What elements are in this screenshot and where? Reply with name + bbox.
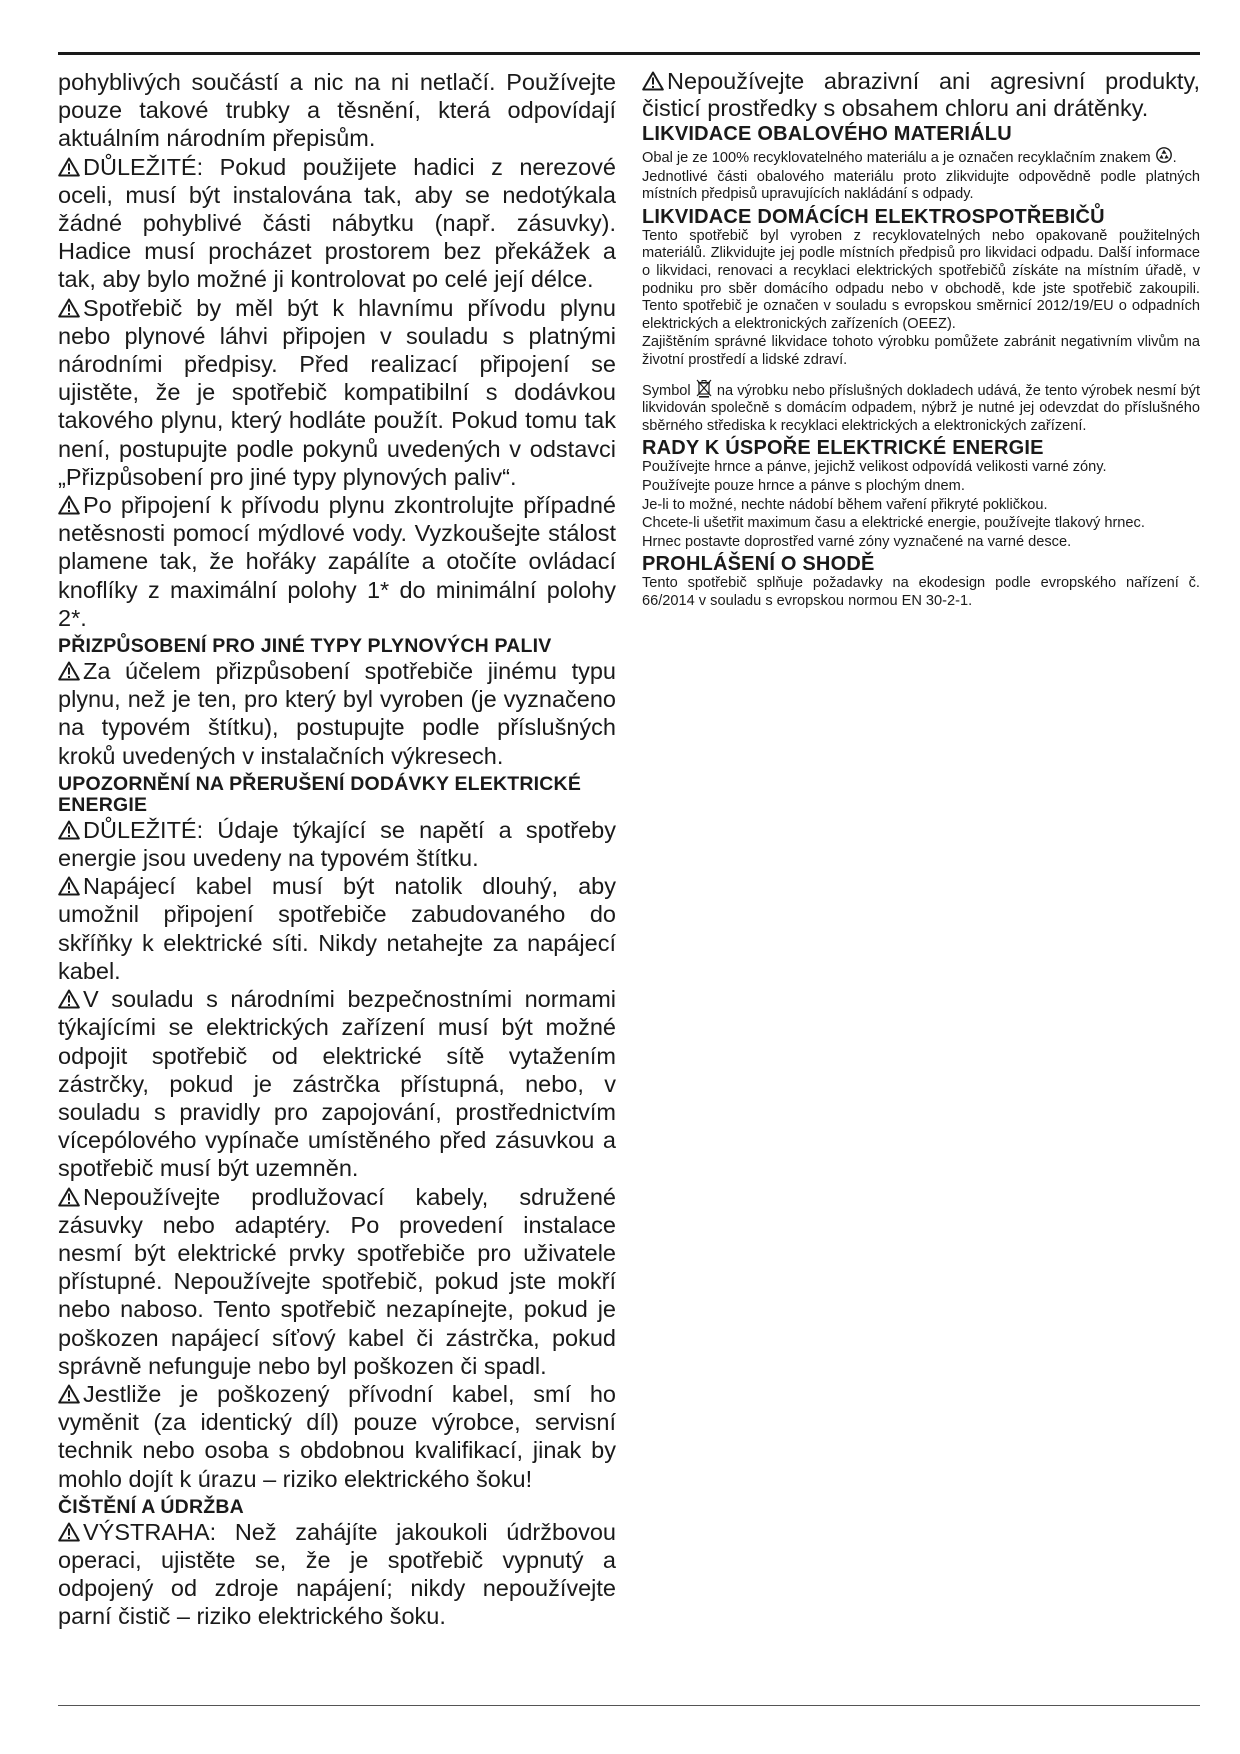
paragraph: Zajištěním správné likvidace tohoto výrobku pomůžete zabránit negativním vlivům na životní prostředí a lidské zdraví. [642,334,1200,368]
paragraph: DŮLEŽITÉ: Pokud použijete hadici z nerezové oceli, musí být instalována tak, aby se nedotýkala žádné pohyblivé části nábytku (např. zásuvky). Hadice musí procházet prostorem bez překážek a tak, aby bylo možné ji kontrolovat po celé její délce. [58,153,616,293]
section-heading: RADY K ÚSPOŘE ELEKTRICKÉ ENERGIE [642,437,1044,460]
paragraph: Jednotlivé části obalového materiálu proto zlikvidujte odpovědně podle platných místních předpisů upravujících nakládání s odpady. [642,168,1200,203]
paragraph: Tento spotřebič splňuje požadavky na ekodesign podle evropského nařízení č. 66/2014 v souladu s evropskou normou EN 30-2-1. [642,575,1200,609]
warning-icon [58,157,80,177]
section-heading: PŘIZPŮSOBENÍ PRO JINÉ TYPY PLYNOVÝCH PALIV [58,635,552,658]
paragraph: pohyblivých součástí a nic na ni netlačí. Používejte pouze takové trubky a těsnění, která odpovídají aktuálním národním přepisům. [58,69,616,152]
paragraph: Napájecí kabel musí být natolik dlouhý, aby umožnil připojení spotřebiče zabudovaného do skříňky k elektrické síti. Nikdy netahejte za napájecí kabel. [58,873,616,984]
paragraph: Spotřebič by měl být k hlavnímu přívodu plynu nebo plynové láhvi připojen v souladu s platnými národními předpisy. Před realizací připojení se ujistěte, že je spotřebič kompatibilní s dodávkou takového plynu, který hodláte použít. Pokud tomu tak není, postupujte podle pokynů uvedených v odstavci „Přizpůsobení pro jiné typy plynových paliv“. [58,294,616,490]
warning-icon [58,661,80,681]
paragraph: Je-li to možné, nechte nádobí během vaření přikryté pokličkou. [642,496,1048,513]
bottom-rule [58,1705,1200,1706]
section-heading: UPOZORNĚNÍ NA PŘERUŠENÍ DODÁVKY ELEKTRICKÉ ENERGIE [58,772,582,816]
warning-icon [58,1187,80,1207]
warning-icon [58,1522,80,1542]
right-column [642,68,1200,610]
section-heading: LIKVIDACE OBALOVÉHO MATERIÁLU [642,123,1012,145]
warning-icon [58,989,80,1009]
warning-icon [642,71,664,91]
warning-icon [58,1384,80,1404]
paragraph: Chcete-li ušetřit maximum času a elektrické energie, používejte tlakový hrnec. [642,515,1145,532]
section-heading: ČIŠTĚNÍ A ÚDRŽBA [58,1495,244,1518]
paragraph: VÝSTRAHA: Než zahájíte jakoukoli údržbovou operaci, ujistěte se, že je spotřebič vypnutý a odpojený od zdroje napájení; nikdy nepoužívejte parní čistič – riziko elektrického šoku. [58,1518,616,1630]
paragraph: Nepoužívejte abrazivní ani agresivní produkty, čisticí prostředky s obsahem chloru ani drátěnky. [642,68,1200,121]
paragraph: Používejte pouze hrnce a pánve s plochým dnem. [642,477,965,494]
left-column [58,68,616,1631]
paragraph: Tento spotřebič byl vyroben z recyklovatelných nebo opakovaně použitelných materiálů. Zlikvidujte jej podle místních předpisů pro likvidaci odpadu. Další informace o likvidaci, renovaci a recyklaci elektrických spotřebičů získáte na místním úřadě, v podniku pro sběr domácího odpadu nebo v obchodě, kde jste spotřebič zakoupili. Tento spotřebič je označen v souladu s evropskou směrnicí 2012/19/EU o odpadních elektrických a elektronických zařízeních (OEEZ). [642,227,1200,332]
paragraph: Hrnec postavte doprostřed varné zóny vyznačené na varné desce. [642,533,1072,550]
warning-icon [58,876,80,896]
crossed-bin-icon [695,378,713,398]
paragraph: Jestliže je poškozený přívodní kabel, smí ho vyměnit (za identický díl) pouze výrobce, servisní technik nebo osoba s obdobnou kvalifikací, jinak by mohlo dojít k úrazu – riziko elektrického šoku! [58,1380,616,1492]
paragraph: Symbol na výrobku nebo příslušných dokladech udává, že tento výrobek nesmí být likvidován společně s domácím odpadem, nýbrž je nutné jej odevzdat do příslušného sběrného střediska k recyklaci elektrických a elektronických zařízení. [642,378,1200,436]
paragraph: Za účelem přizpůsobení spotřebiče jinému typu plynu, než je ten, pro který byl vyroben (je vyznačeno na typovém štítku), postupujte podle příslušných kroků uvedených v instalačních výkresech. [58,658,616,769]
warning-icon [58,820,80,840]
top-rule [58,52,1200,55]
paragraph: Používejte hrnce a pánve, jejichž velikost odpovídá velikosti varné zóny. [642,459,1107,476]
paragraph: DŮLEŽITÉ: Údaje týkající se napětí a spotřeby energie jsou uvedeny na typovém štítku. [58,816,616,872]
paragraph: V souladu s národními bezpečnostními normami týkajícími se elektrických zařízení musí být možné odpojit spotřebič od elektrické sítě vytažením zástrčky, pokud je zástrčka přístupná, nebo, v souladu s pravidly pro zapojování, prostřednictvím vícepólového vypínače umístěného před zásuvkou a spotřebič musí být uzemněn. [58,986,616,1182]
warning-icon [58,298,80,318]
recycling-icon [1155,145,1173,165]
paragraph: Po připojení k přívodu plynu zkontrolujte případné netěsnosti pomocí mýdlové vody. Vyzkoušejte stálost plamene tak, že hořáky zapálíte a otočíte ovládací knoflíky z maximální polohy 1* do minimální polohy 2*. [58,492,616,631]
paragraph: Obal je ze 100% recyklovatelného materiálu a je označen recyklačním znakem . [642,145,1200,168]
section-heading: LIKVIDACE DOMÁCÍCH ELEKTROSPOTŘEBIČŮ [642,205,1105,228]
paragraph: Nepoužívejte prodlužovací kabely, sdružené zásuvky nebo adaptéry. Po provedení instalace nesmí být elektrické prvky spotřebiče pro uživatele přístupné. Nepoužívejte spotřebič, pokud jste mokří nebo naboso. Tento spotřebič nezapínejte, pokud je poškozen napájecí síťový kabel či zástrčka, pokud správně nefunguje nebo byl poškozen či spadl. [58,1183,616,1379]
warning-icon [58,495,80,515]
section-heading: PROHLÁŠENÍ O SHODĚ [642,553,875,576]
spacer [642,370,1200,378]
